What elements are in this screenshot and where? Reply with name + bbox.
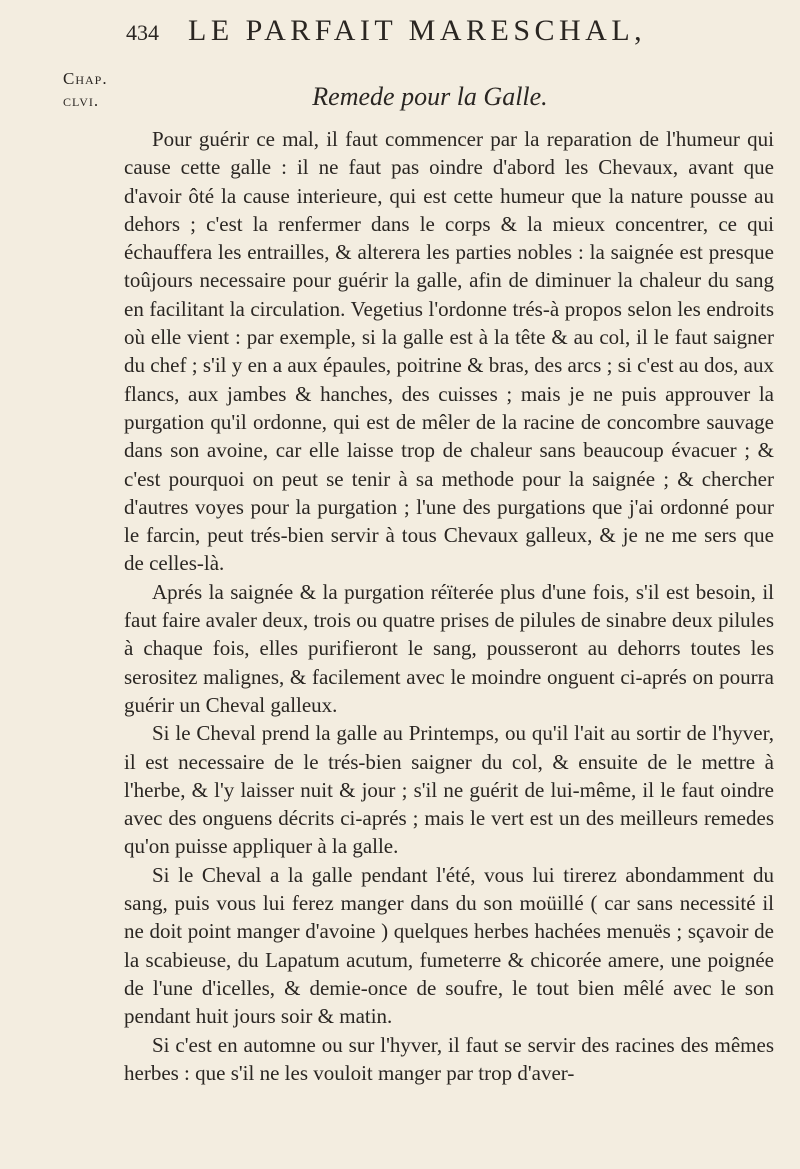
section-title: Remede pour la Galle. — [312, 82, 548, 111]
body-text — [124, 125, 774, 1087]
margin-chapter-number: clvi. — [63, 91, 100, 110]
paragraph-1: Pour guérir ce mal, il faut commencer par la reparation de l'humeur qui cause cette galle : il ne faut pas oindre d'abord les Chevaux, avant que d'avoir ôté la cause interieure, qui est cette humeur que la nature pousse au dehors ; c'est la renfermer dans le corps & la mieux concentrer, ce qui échauffera les entrailles, & alterera les parties nobles : la saignée est presque toûjours necessaire pour guérir la galle, afin de diminuer la chaleur du sang en facilitant la circulation. Vegetius l'ordonne trés-à propos selon les endroits où elle vient : par exemple, si la galle est à la tête & au col, il le faut saigner du chef ; s'il y en a aux épaules, poitrine & bras, des arcs ; si c'est au dos, aux flancs, aux jambes & hanches, des cuisses ; mais je ne puis approuver la purgation qu'il ordonne, qui est de mêler de la racine de concombre sauvage dans son avoine, car elle laisse trop de chaleur sans beaucoup évacuer ; & c'est pourquoi on peut se tenir à sa methode pour la saignée ; & chercher d'autres voyes pour la purgation ; l'une des purgations que j'ai ordonné pour le farcin, peut trés-bien servir à tous Chevaux galleux, & je ne me sers que de celles-là. — [124, 127, 774, 576]
margin-chapter-label: Chap. — [63, 69, 108, 88]
running-title: LE PARFAIT MARESCHAL, — [188, 14, 647, 47]
paragraph-4: Si le Cheval a la galle pendant l'été, vous lui tirerez abondamment du sang, puis vous lui ferez manger dans du son moüillé ( car sans necessité il ne doit point manger d'avoine ) quelques herbes hachées menuës ; sçavoir de la scabieuse, du Lapatum acutum, fumeterre & chicorée amere, une poignée de l'une d'icelles, & demie-once de soufre, le tout bien mêlé avec le son pendant huit jours soir & matin. — [124, 862, 774, 1029]
paragraph-5: Si c'est en automne ou sur l'hyver, il faut se servir des racines des mêmes herbes : que s'il ne les vouloit manger par trop d'aver- — [124, 1032, 774, 1085]
paragraph-3: Si le Cheval prend la galle au Printemps, ou qu'il l'ait au sortir de l'hyver, il est necessaire de le trés-bien saigner du col, & ensuite de le mettre à l'herbe, & l'y laisser nuit & jour ; s'il ne guérit de lui-même, il le faut oindre avec des onguens décrits ci-aprés ; mais le vert est un des meilleurs remedes qu'on puisse appliquer à la galle. — [124, 721, 774, 859]
page-number: 434 — [126, 20, 159, 45]
paragraph-2: Aprés la saignée & la purgation réïterée plus d'une fois, s'il est besoin, il faut faire avaler deux, trois ou quatre prises de pilules de sinabre deux pilules à chaque fois, elles purifieront le sang, pousseront au dehorrs toutes les serositez malignes, & facilement avec le moindre onguent ci-aprés on pourra guérir un Cheval galleux. — [124, 579, 774, 717]
